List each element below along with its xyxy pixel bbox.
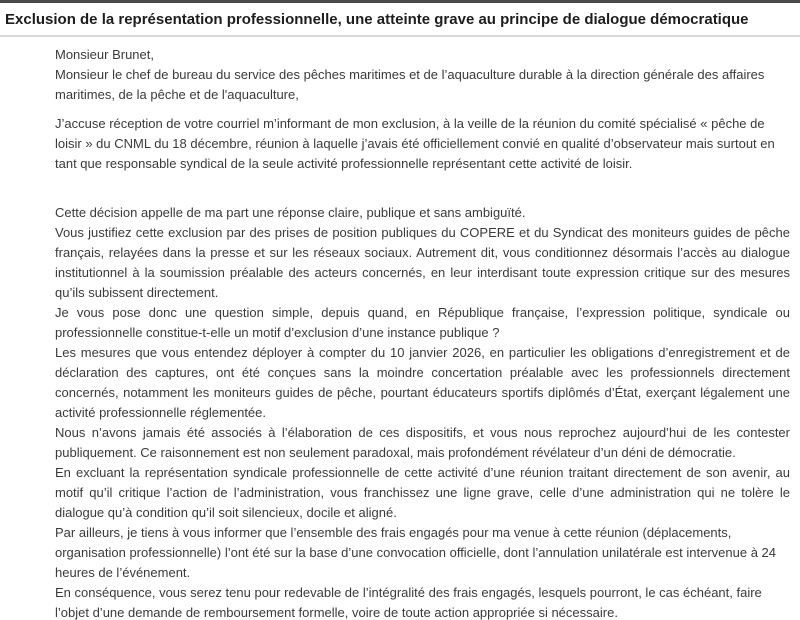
letter-body xyxy=(0,37,800,620)
recipient-line: Monsieur le chef de bureau du service des pêches maritimes et de l’aquaculture durable à la direction générale des affaires maritimes, de la pêche et de l'aquaculture, xyxy=(55,67,765,102)
recipient-block xyxy=(55,45,790,105)
letter-paragraph: J’accuse réception de votre courriel m’informant de mon exclusion, à la veille de la réunion du comité spécialisé « pêche de loisir » du CNML du 18 décembre, réunion à laquelle j’avais été officiellement convié en qualité d’observateur mais surtout en tant que responsable syndical de la seule activité professionnelle représentant cette activité de loisir. xyxy=(55,116,775,171)
letter-paragraph: Les mesures que vous entendez déployer à compter du 10 janvier 2026, en particulier les obligations d’enregistrement et de déclaration des captures, ont été conçues sans la moindre concertation préalable avec les professionnels directement concernés, notamment les moniteurs guides de pêche, pourtant éducateurs sportifs diplômés d’État, exerçant légalement une activité professionnelle réglementée. xyxy=(55,345,790,420)
document-header xyxy=(0,3,800,37)
letter-paragraph: Par ailleurs, je tiens à vous informer que l’ensemble des frais engagés pour ma venue à cette réunion (déplacements, organisation professionnelle) l’ont été sur la base d’une convocation officielle, dont l’annulation unilatérale est intervenue à 24 heures de l’événement. xyxy=(55,525,777,580)
page-title: Exclusion de la représentation professionnelle, une atteinte grave au principe de dialogue démocratique xyxy=(5,11,749,28)
letter-paragraph: En excluant la représentation syndicale professionnelle de cette activité d’une réunion traitant directement de son avenir, au motif qu’il critique l’action de l’administration, vous franchissez une ligne grave, celle d’une administration qui ne tolère le dialogue qu’à condition qu’il soit silencieux, docile et aligné. xyxy=(55,465,790,520)
letter-paragraph: Vous justifiez cette exclusion par des prises de position publiques du COPERE et du Syndicat des moniteurs guides de pêche français, relayées dans la presse et sur les réseaux sociaux. Autrement dit, vous conditionnez désormais l’accès au dialogue institutionnel à la soumission préalable des acteurs concernés, en leur interdisant toute expression critique sur des mesures qu’ils subissent directement. xyxy=(55,225,790,300)
letter-paragraph: Cette décision appelle de ma part une réponse claire, publique et sans ambiguïté. xyxy=(55,205,526,220)
recipient-line: Monsieur Brunet, xyxy=(55,47,154,62)
letter-paragraph: Nous n’avons jamais été associés à l’élaboration de ces dispositifs, et vous nous reprochez aujourd’hui de les contester publiquement. Ce raisonnement est non seulement paradoxal, mais profondément révélateur d’un déni de démocratie. xyxy=(55,425,790,460)
letter-paragraph: Je vous pose donc une question simple, depuis quand, en République française, l’expression politique, syndicale ou professionnelle constitue-t-elle un motif d’exclusion d’une instance publique ? xyxy=(55,305,790,340)
letter-paragraph: En conséquence, vous serez tenu pour redevable de l’intégralité des frais engagés, lesquels pourront, le cas échéant, faire l’objet d’une demande de remboursement formelle, voire de toute action appropriée si nécessaire. xyxy=(55,585,762,620)
